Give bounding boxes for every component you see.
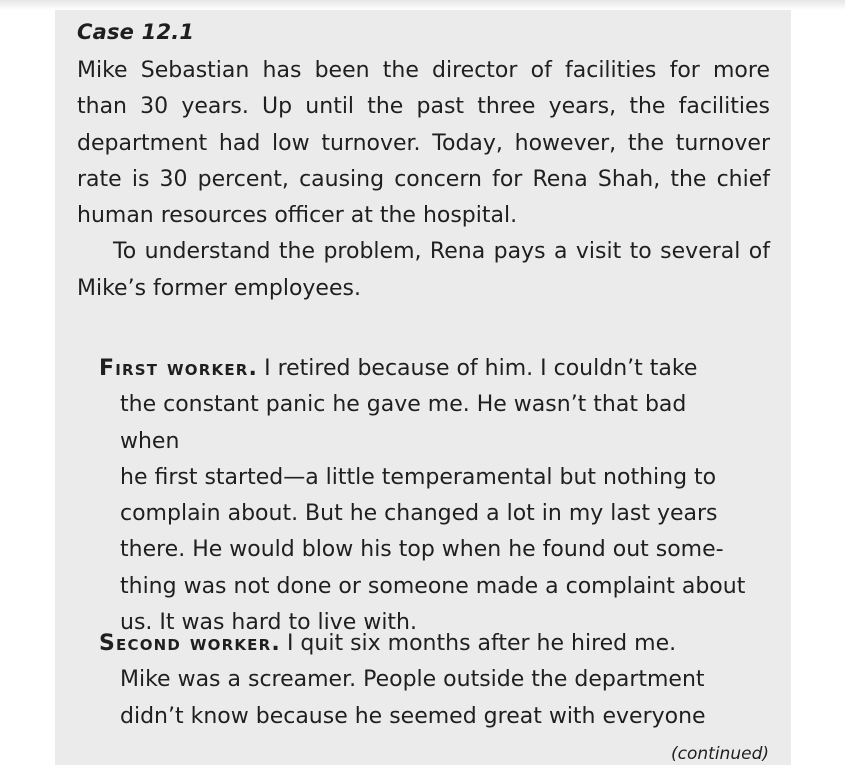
- page-top-edge: [0, 0, 845, 10]
- first-worker-label: First worker.: [99, 356, 259, 381]
- testimony-text: I retired because of him. I couldn’t take: [264, 356, 698, 381]
- testimony-line-1: [99, 626, 747, 662]
- intro-paragraph-1: Mike Sebastian has been the director of facilities for more than 30 years. Up until the past three years, the facilities department had low turnover. Today, however, the turnover rate is 30 percent, causing concern for Rena Shah, the chief human resources officer at the hospital.: [77, 58, 770, 229]
- testimony-line-1: [99, 351, 747, 387]
- second-worker-label: Second worker.: [99, 631, 281, 656]
- case-title: Case 12.1: [77, 20, 195, 44]
- intro-paragraph-2: To understand the problem, Rena pays a visit to several of Mike’s former employees.: [77, 239, 770, 301]
- testimony-text: complain about. But he changed a lot in my last years: [120, 501, 718, 527]
- testimony-text: the constant panic he gave me. He wasn’t that bad when: [120, 392, 687, 454]
- testimony-text: Mike was a screamer. People outside the department: [120, 667, 705, 693]
- testimony-text: thing was not done or someone made a complaint about: [120, 573, 746, 599]
- case-intro: [77, 53, 770, 307]
- testimony-text: I quit six months after he hired me.: [286, 631, 677, 656]
- first-worker-testimony: [99, 351, 747, 641]
- second-worker-testimony: [99, 626, 747, 735]
- continued-note: (continued): [671, 744, 769, 764]
- case-study-box: [55, 10, 791, 765]
- testimony-text: he first started—a little temperamental but nothing to: [120, 464, 717, 490]
- testimony-text: didn’t know because he seemed great with everyone: [120, 703, 706, 729]
- testimony-text: us. It was hard to live with.: [120, 610, 417, 636]
- testimony-text: there. He would blow his top when he found out some-: [120, 537, 724, 563]
